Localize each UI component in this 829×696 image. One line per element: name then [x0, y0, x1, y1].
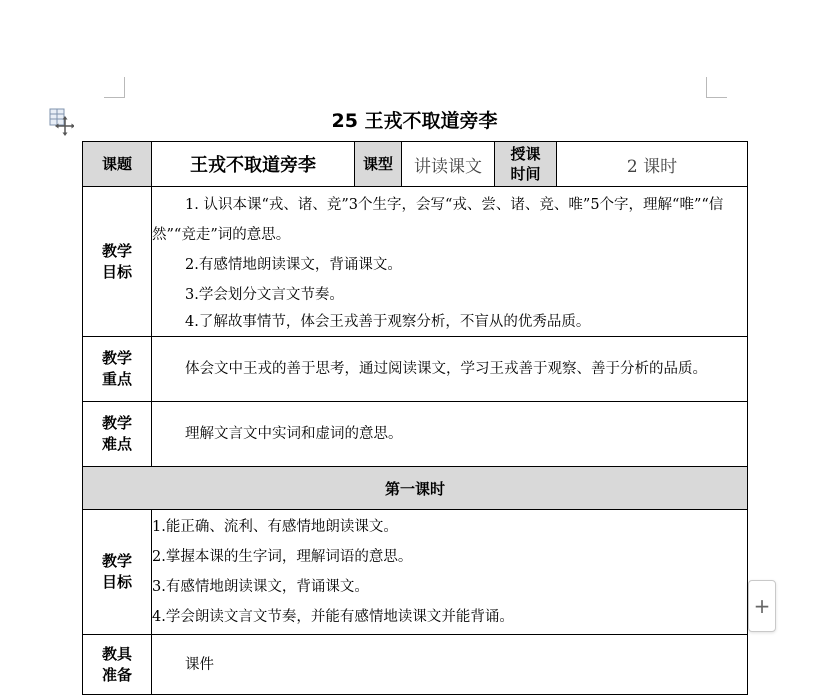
lesson1-goals-label-text: 教学目标	[101, 552, 132, 591]
table-move-handle[interactable]	[48, 107, 74, 137]
goals-item: 4.了解故事情节，体会王戎善于观察分析，不盲从的优秀品质。	[185, 313, 591, 330]
difficulties-label	[83, 402, 152, 467]
lesson-plan-table	[82, 141, 748, 695]
goals-label	[83, 187, 152, 337]
goals-row	[83, 187, 748, 337]
difficulties-content[interactable]: 理解文言文中实词和虚词的意思。	[152, 402, 748, 467]
materials-label-text: 教具准备	[101, 644, 132, 684]
goals-content[interactable]	[152, 187, 748, 337]
lesson1-goals-label	[83, 510, 152, 635]
lesson1-heading: 第一课时	[83, 467, 748, 510]
add-row-button[interactable]	[748, 580, 776, 632]
time-value[interactable]: 2 课时	[557, 142, 748, 187]
time-label	[495, 142, 557, 187]
type-value[interactable]: 讲读课文	[402, 142, 495, 187]
document-title: 25 王戎不取道旁李	[331, 110, 498, 132]
goals-item: 2.有感情地朗读课文，背诵课文。	[185, 256, 402, 273]
lesson1-goal-item: 4.学会朗读文言文节奏，并能有感情地读课文并能背诵。	[152, 609, 514, 625]
goals-label-text: 教学目标	[101, 241, 132, 281]
lesson1-goal-item: 1.能正确、流利、有感情地朗读课文。	[152, 519, 398, 535]
materials-label	[83, 635, 152, 695]
topic-value[interactable]: 王戎不取道旁李	[152, 142, 355, 187]
topic-label: 课题	[83, 142, 152, 187]
table-move-handle-icon	[48, 107, 74, 137]
materials-row	[83, 635, 748, 695]
key-points-label-text: 教学重点	[101, 349, 132, 388]
difficulties-label-text: 教学难点	[101, 414, 132, 453]
key-points-content[interactable]: 体会文中王戎的善于思考，通过阅读课文，学习王戎善于观察、善于分析的品质。	[152, 337, 748, 402]
key-points-row	[83, 337, 748, 402]
difficulties-row	[83, 402, 748, 467]
lesson1-goals-row	[83, 510, 748, 635]
time-label-text: 授课时间	[510, 145, 541, 183]
page-corner-mark-right	[706, 77, 727, 98]
lesson1-heading-row	[83, 467, 748, 510]
materials-content[interactable]: 课件	[152, 635, 748, 695]
type-label: 课型	[355, 142, 402, 187]
goals-item: 1. 认识本课“戎、诸、竞”3个生字，会写“戎、尝、诸、竞、唯”5个字，理解“唯”“信然”“竞走”词的意思。	[152, 196, 724, 243]
lesson1-goals-content[interactable]	[152, 510, 748, 635]
lesson1-goal-item: 3.有感情地朗读课文，背诵课文。	[152, 579, 369, 595]
goals-item: 3.学会划分文言文节奏。	[185, 286, 344, 303]
plus-icon: +	[753, 594, 771, 618]
key-points-label	[83, 337, 152, 402]
header-row	[83, 142, 748, 187]
lesson1-goal-item: 2.掌握本课的生字词，理解词语的意思。	[152, 549, 413, 565]
page-corner-mark-left	[104, 77, 125, 98]
